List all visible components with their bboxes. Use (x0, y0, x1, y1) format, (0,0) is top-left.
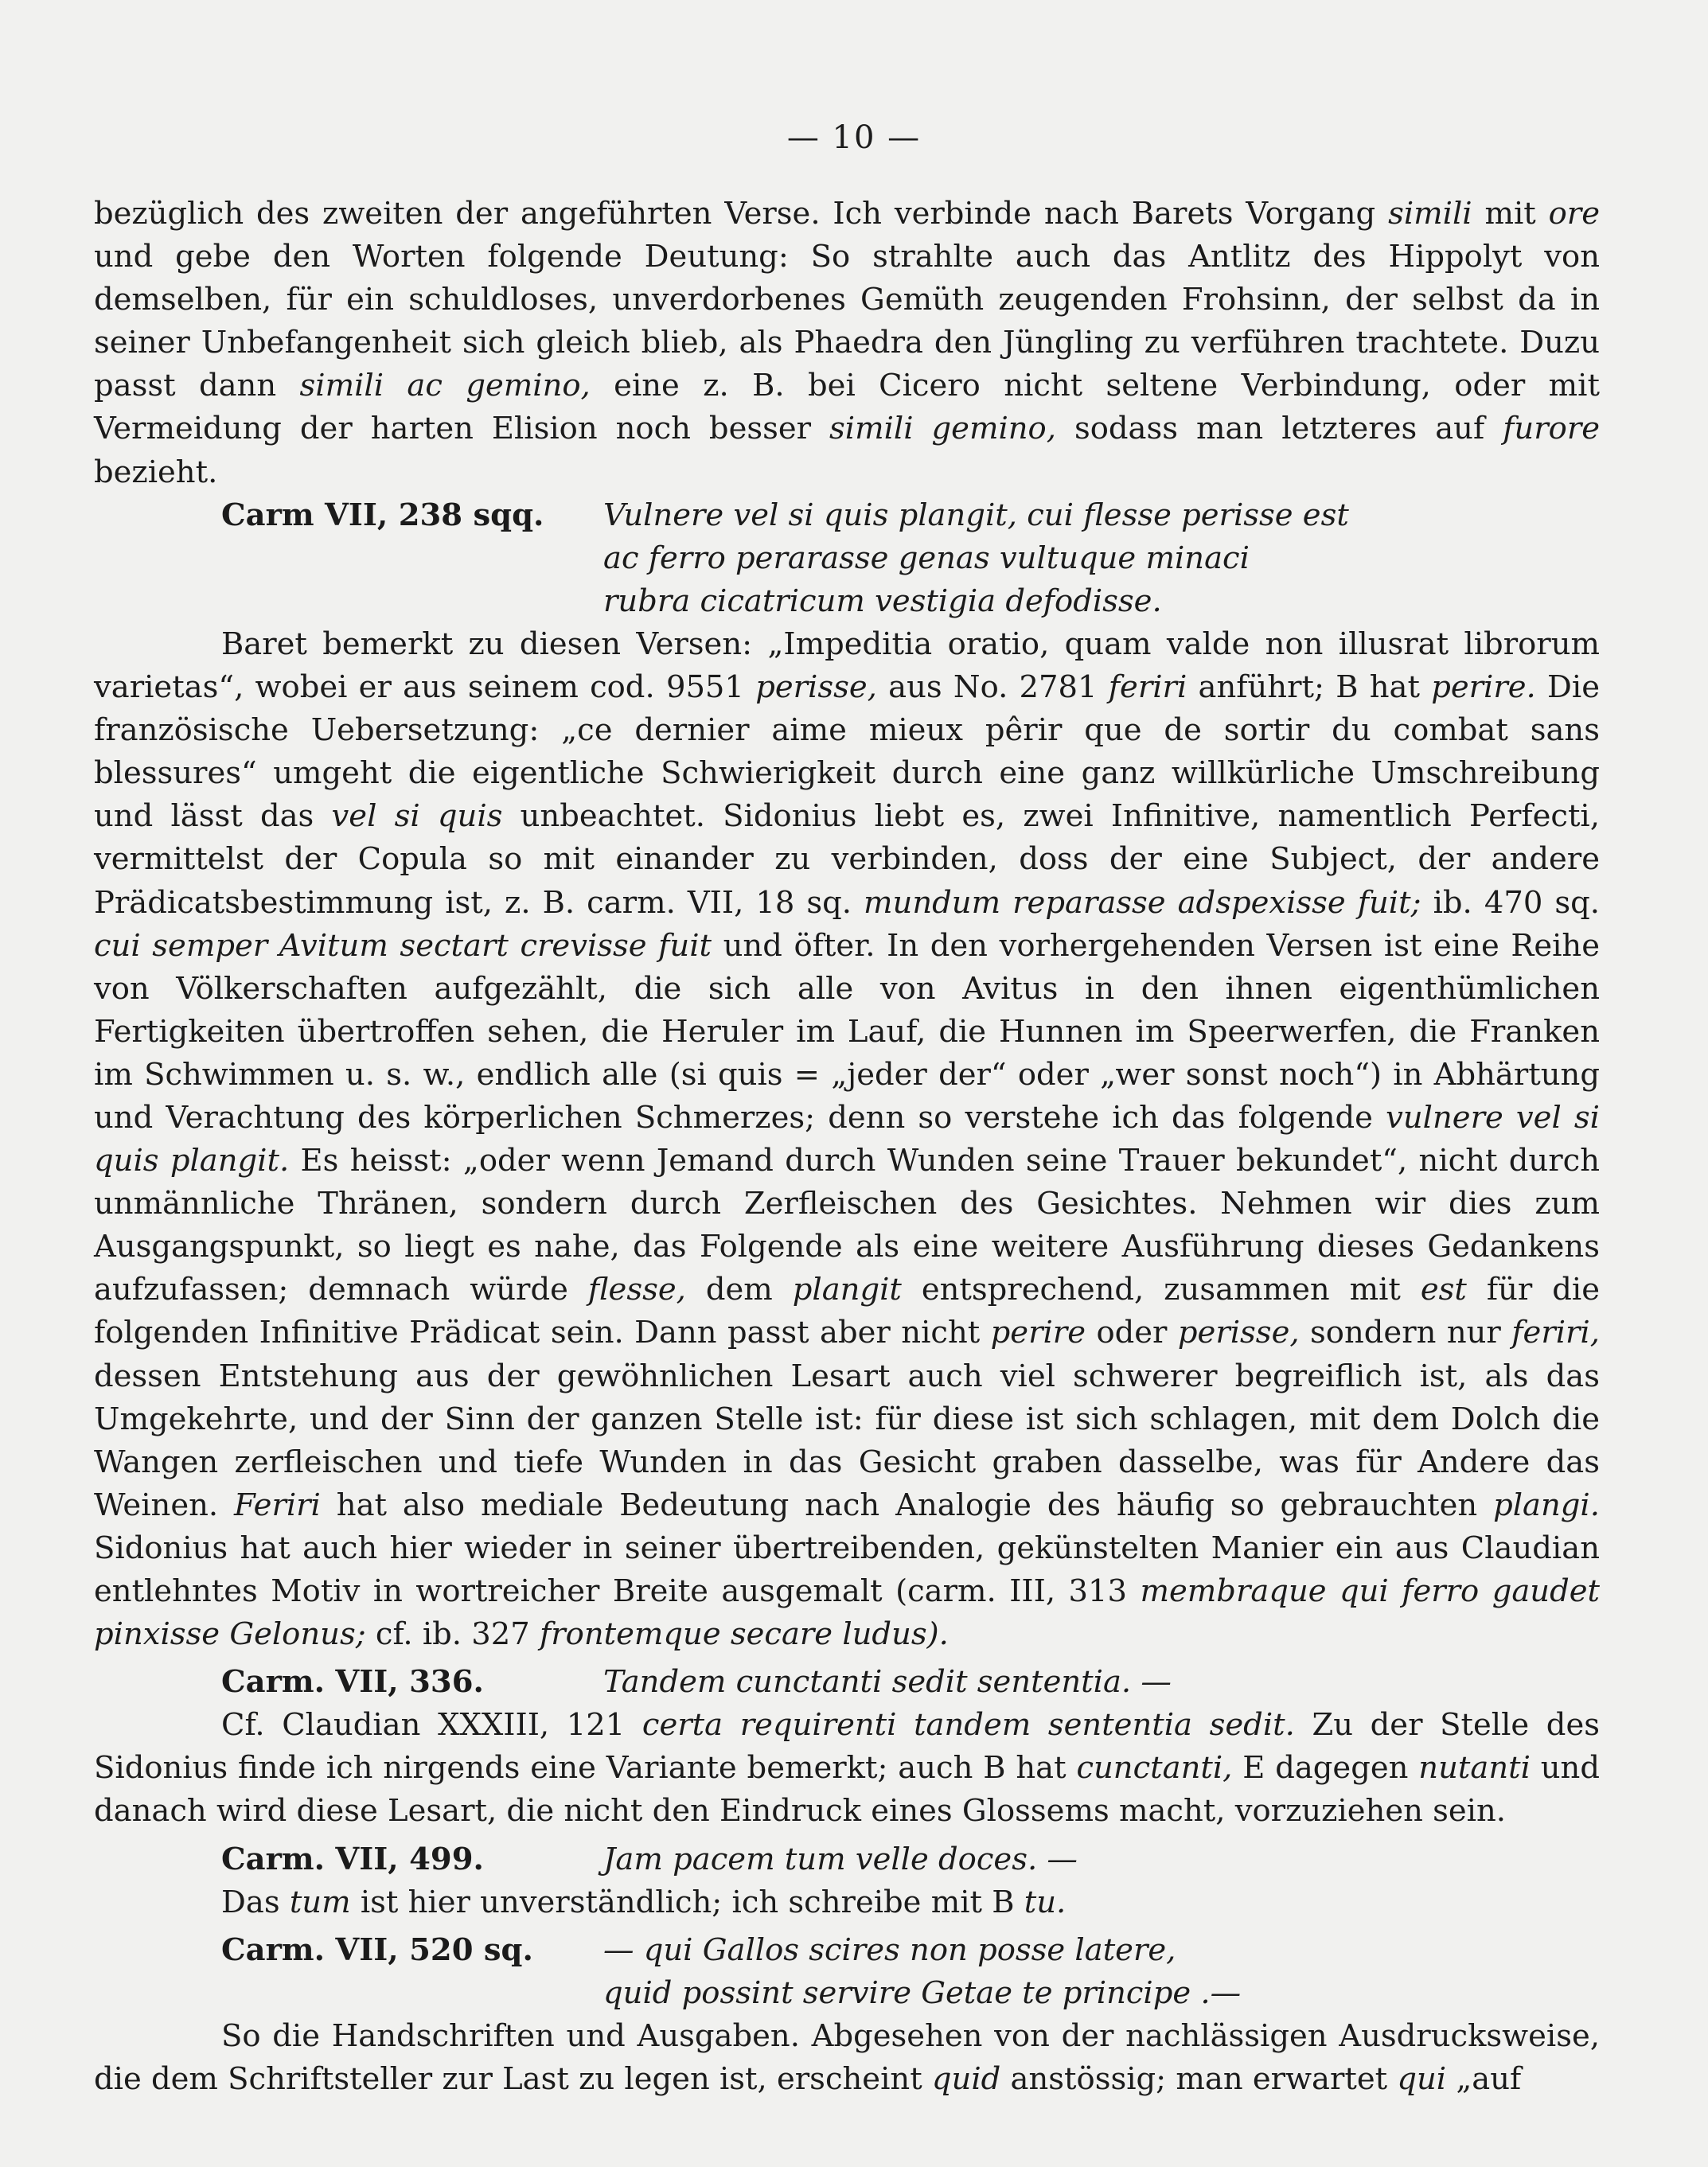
citation-carm-vii-238 (94, 494, 1600, 623)
italic-term: nutanti (1418, 1750, 1531, 1787)
citation-label: Carm VII, 238 sqq. (221, 497, 544, 533)
italic-term: furore (1503, 411, 1601, 447)
citation-carm-vii-499 (94, 1838, 1600, 1881)
italic-term: vel si quis (331, 798, 503, 835)
italic-term: perisse, (1177, 1315, 1300, 1351)
italic-term: simili (1388, 196, 1472, 232)
italic-term: frontemque secare ludus). (539, 1616, 949, 1653)
italic-term: vulnere vel si quis plangit. (94, 1099, 1600, 1179)
verse-line: ac ferro perarasse genas vultuque minaci (603, 540, 1250, 576)
italic-term: perisse, (755, 669, 877, 706)
verse-line: quid possint servire Getae te principe .— (603, 1974, 1242, 2011)
italic-term: flesse, (587, 1272, 686, 1308)
italic-term: ore (1548, 196, 1600, 232)
italic-term: cui semper Avitum sectart crevisse fuit (94, 927, 712, 964)
italic-term: cunctanti, (1076, 1750, 1233, 1787)
paragraph-1: bezüglich des zweiten der angeführten Verse. Ich verbinde nach Barets Vorgang simili mit ore und gebe den Worten folgende Deutung: So strahlte auch das Antlitz des Hippolyt von demselben, für ein schuldloses, unverdorbenes Gemüth zeugenden Frohsinn, der selbst da in seiner Unbefangenheit sich gleich blieb, als Phaedra den Jüngling zu verführen trachtete. Duzu passt dann simili ac gemino, eine z. B. bei Cicero nicht seltene Verbindung, oder mit Vermeidung der harten Elision noch besser simili gemino, sodass man letzteres auf furore bezieht. (94, 196, 1601, 490)
italic-term: certa requirenti tandem sententia sedit. (641, 1707, 1295, 1744)
italic-term: simili ac gemino, (299, 368, 591, 404)
paragraph-4: Das tum ist hier unverständlich; ich schreibe mit B tu. (221, 1884, 1067, 1920)
italic-term: quid (931, 2061, 1001, 2098)
italic-term: feriri, (1511, 1315, 1600, 1351)
citation-label: Carm. VII, 520 sq. (221, 1931, 533, 1968)
italic-term: feriri (1108, 669, 1187, 706)
page-number: — 10 — (786, 119, 922, 156)
paragraph-5: So die Handschriften und Ausgaben. Abgesehen von der nachlässigen Ausdrucksweise, die dem Schriftsteller zur Last zu legen ist, erscheint quid anstössig; man erwartet qui „auf (94, 2017, 1600, 2098)
italic-term: plangit (792, 1272, 902, 1308)
verse-line: Jam pacem tum velle doces. — (603, 1841, 1078, 1877)
paragraph-2: Baret bemerkt zu diesen Versen: „Impeditia oratio, quam valde non illusrat librorum varietas“, wobei er aus seinem cod. 9551 perisse, aus No. 2781 feriri anführt; B hat perire. Die französische Uebersetzung: „ce dernier aime mieux pêrir que de sortir du combat sans blessures“ umgeht die eigentliche Schwierigkeit durch eine ganz willkürliche Umschreibung und lässt das vel si quis unbeachtet. Sidonius liebt es, zwei Infinitive, namentlich Perfecti, vermittelst der Copula so mit einander zu verbinden, doss der eine Subject, der andere Prädicatsbestimmung ist, z. B. carm. VII, 18 sq. mundum reparasse adspexisse fuit; ib. 470 sq. cui semper Avitum sectart crevisse fuit und öfter. In den vorhergehenden Versen ist eine Reihe von Völkerschaften aufgezählt, die sich alle von Avitus in den ihnen eigenthümlichen Fertigkeiten übertroffen sehen, die Heruler im Lauf, die Hunnen im Speerwerfen, die Franken im Schwimmen u. s. w., endlich alle (si quis = „jeder der“ oder „wer sonst noch“) in Abhärtung und Verachtung des körperlichen Schmerzes; denn so verstehe ich das folgende vulnere vel si quis plangit. Es heisst: „oder wenn Jemand durch Wunden seine Trauer bekundet“, nicht durch unmännliche Thränen, sondern durch Zerfleischen des Gesichtes. Nehmen wir dies zum Ausgangspunkt, so liegt es nahe, das Folgende als eine weitere Ausführung dieses Gedankens aufzufassen; demnach würde flesse, dem plangit entsprechend, zusammen mit est für die folgenden Infinitive Prädicat sein. Dann passt aber nicht perire oder perisse, sondern nur feriri, dessen Entstehung aus der gewöhnlichen Lesart auch viel schwerer begreiflich ist, als das Umgekehrte, und der Sinn der ganzen Stelle ist: für diese ist sich schlagen, mit dem Dolch die Wangen zerfleischen und tiefe Wunden in das Gesicht graben dasselbe, was für Andere das Weinen. Feriri hat also mediale Bedeutung nach Analogie des häufig so gebrauchten plangi. Sidonius hat auch hier wieder in seiner übertreibenden, gekünstelten Manier ein aus Claudian entlehntes Motiv in wortreicher Breite ausgemalt (carm. III, 313 membraque qui ferro gaudet pinxisse Gelonus; cf. ib. 327 frontemque secare ludus). (94, 626, 1601, 1653)
paragraph-3: Cf. Claudian XXXIII, 121 certa requirenti tandem sententia sedit. Zu der Stelle des Sidonius finde ich nirgends eine Variante bemerkt; auch B hat cunctanti, E dagegen nutanti und danach wird diese Lesart, die nicht den Eindruck eines Glossems macht, vorzuziehen sein. (94, 1707, 1600, 1830)
italic-term: perire (990, 1315, 1086, 1351)
italic-term: tu. (1024, 1884, 1067, 1920)
citation-label: Carm. VII, 499. (221, 1841, 484, 1877)
verse-line: Vulnere vel si quis plangit, cui flesse perisse est (603, 497, 1349, 533)
verse-line: rubra cicatricum vestigia defodisse. (603, 583, 1162, 619)
italic-term: membraque qui ferro gaudet pinxisse Gelonus; (94, 1573, 1600, 1653)
italic-term: tum (289, 1884, 351, 1920)
citation-carm-vii-520 (94, 1929, 1600, 2015)
citation-label: Carm. VII, 336. (221, 1664, 484, 1701)
verse-line: — qui Gallos scires non posse latere, (603, 1931, 1176, 1968)
italic-term: mundum reparasse adspexisse fuit; (864, 884, 1421, 921)
verse-line: Tandem cunctanti sedit sententia. — (603, 1664, 1172, 1701)
italic-term: perire. (1431, 669, 1536, 706)
italic-term: plangi. (1493, 1487, 1600, 1523)
citation-carm-vii-336 (94, 1661, 1600, 1704)
page-body (94, 193, 1600, 2101)
italic-term: qui (1397, 2061, 1447, 2098)
italic-term: simili gemino, (829, 411, 1056, 447)
italic-term: Feriri (234, 1487, 321, 1523)
italic-term: est (1420, 1272, 1467, 1308)
